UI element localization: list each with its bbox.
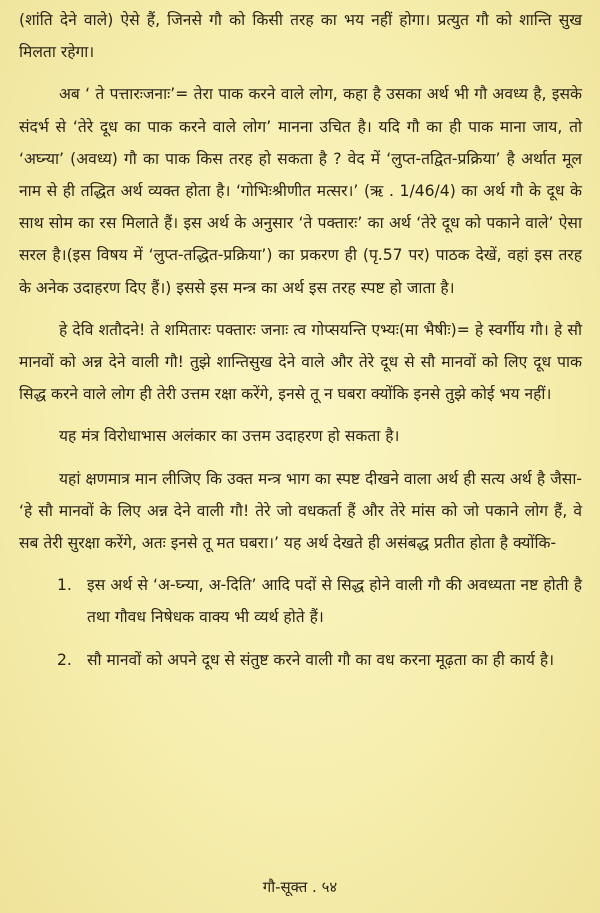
- list-item-text: सौ मानवों को अपने दूध से संतुष्ट करने वाली गौ का वध करना मूढ़ता का ही कार्य है।: [87, 650, 555, 669]
- list-item: [19, 644, 582, 676]
- paragraph-mantra-meaning: हे देवि शतौदने! ते शमितारः पक्तारः जनाः त्व गोप्सयन्ति एभ्यः(मा भैषीः)= हे स्वर्गीय गौ। हे सौ मानवों को अन्न देने वाली गौ! तुझे शान्तिसुख देने वाले और तेरे दूध से सौ मानवों को लिए दूध पाक सिद्ध करने वाले लोग ही तेरी उत्तम रक्षा करेंगे, इनसे तू न घबरा क्योंकि इनसे तुझे कोई भय नहीं।: [19, 320, 582, 404]
- paragraph-continuation: (शांति देने वाले) ऐसे हैं, जिनसे गौ को किसी तरह का भय नहीं होगा। प्रत्युत गौ को शान्ति सुख मिलता रहेगा।: [19, 11, 582, 62]
- list-item: [19, 569, 582, 633]
- numbered-list: [19, 569, 582, 676]
- list-item-text: इस अर्थ से ‘अ-घ्न्या, अ-दिति’ आदि पदों से सिद्ध होने वाली गौ की अवध्यता नष्ट होती है तथा गौवध निषेधक वाक्य भी व्यर्थ होते हैं।: [87, 576, 582, 627]
- paragraph-pak-meaning: अब ‘ ते पत्तारःजनाः’= तेरा पाक करने वाले लोग, कहा है उसका अर्थ भी गौ अवध्य है, इसके संदर्भ से ‘तेरे दूध का पाक करने वाले लोग’ मानना उचित है। यदि गौ का ही पाक माना जाय, तो ‘अघ्न्या’ (अवध्य) गौ का पाक किस तरह हो सकता है ? वेद में ‘लुप्त-तद्वित-प्रक्रिया’ है अर्थात मूल नाम से ही तद्धित अर्थ व्यक्त होता है। ‘गोभिःश्रीणीत मत्सर।’ (ऋ . 1/46/4) का अर्थ गौ के दूध के साथ सोम का रस मिलाते हैं। इस अर्थ के अनुसार ‘ते पक्तारः’ का अर्थ ‘तेरे दूध को पकाने वाले’ ऐसा सरल है।(इस विषय में ‘लुप्त-तद्धित-प्रक्रिया’) का प्रकरण ही (पृ.57 पर) पाठक देखें, वहां इस तरह के अनेक उदाहरण दिए हैं।) इससे इस मन्त्र का अर्थ इस तरह स्पष्ट हो जाता है।: [19, 85, 582, 297]
- paragraph-apparent-meaning: यहां क्षणमात्र मान लीजिए कि उक्त मन्त्र भाग का स्पष्ट दीखने वाला अर्थ ही सत्य अर्थ है जैसा- ‘हे सौ मानवों के लिए अन्न देने वाली गौ! तेरे जो वधकर्ता हैं और तेरे मांस को जो पकाने लोग हैं, वे सब तेरी सुरक्षा करेंगे, अतः इनसे तू मत घबरा।’ यह अर्थ देखते ही असंबद्ध प्रतीत होता है क्योंकि-: [19, 469, 582, 553]
- page-footer: गौ-सूक्त . ५४: [262, 878, 338, 896]
- list-item-number: 1.: [57, 576, 72, 595]
- list-item-number: 2.: [57, 650, 72, 669]
- paragraph-virodhabhas: यह मंत्र विरोधाभास अलंकार का उत्तम उदाहरण हो सकता है।: [59, 427, 400, 446]
